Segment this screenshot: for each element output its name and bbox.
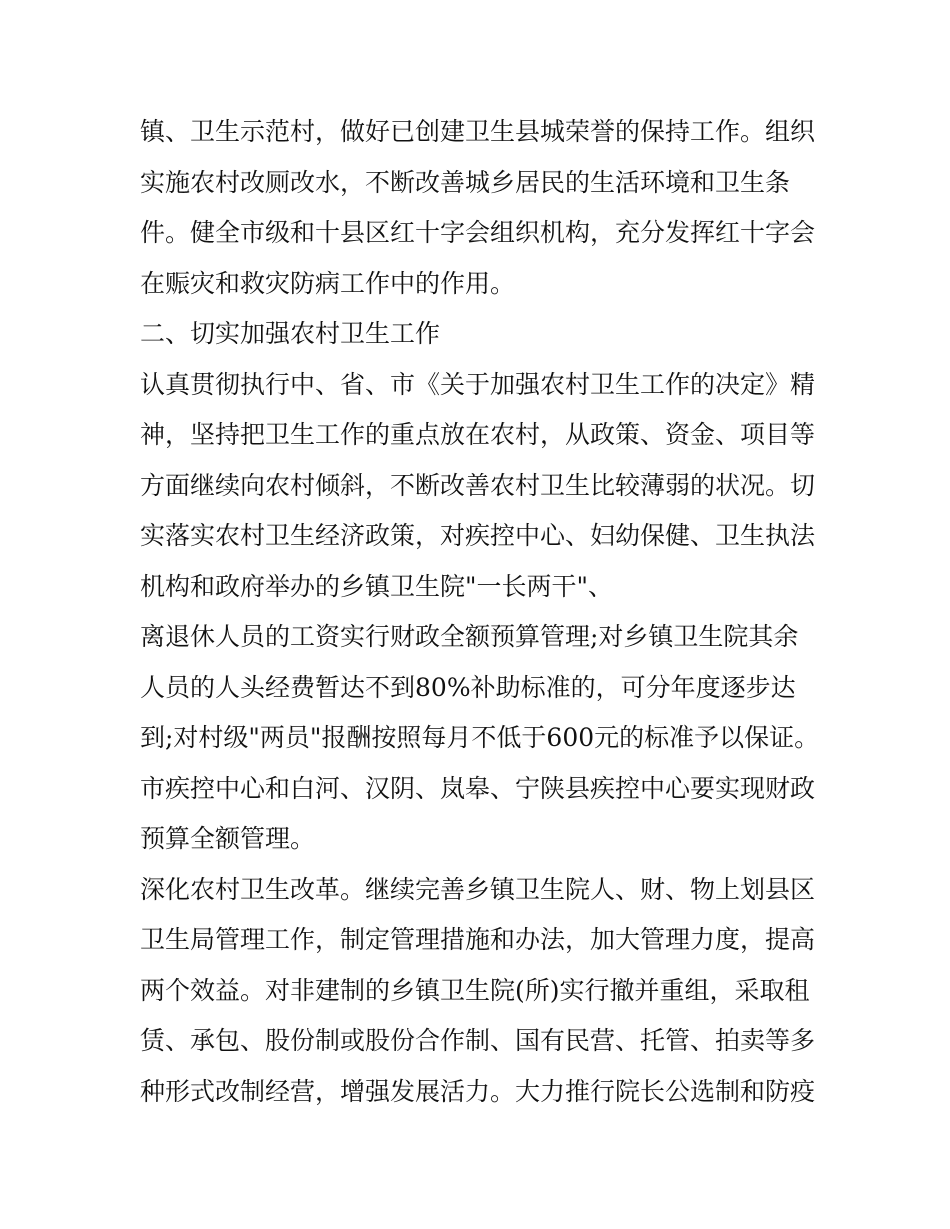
text-line: 人员的人头经费暂达不到80%补助标准的，可分年度逐步达 bbox=[140, 672, 796, 702]
text-line: 认真贯彻执行中、省、市《关于加强农村卫生工作的决定》精 bbox=[140, 369, 816, 399]
text-line: 实施农村改厕改水，不断改善城乡居民的生活环境和卫生条 bbox=[140, 167, 791, 197]
text-line: 方面继续向农村倾斜，不断改善农村卫生比较薄弱的状况。切 bbox=[140, 470, 816, 500]
text-line: 实落实农村卫生经济政策，对疾控中心、妇幼保健、卫生执法 bbox=[140, 521, 816, 550]
text-line: 预算全额管理。 bbox=[140, 824, 316, 853]
text-line: 镇、卫生示范村，做好已创建卫生县城荣誉的保持工作。组织 bbox=[140, 117, 816, 146]
text-line: 赁、承包、股份制或股份合作制、国有民营、托管、拍卖等多 bbox=[140, 1026, 816, 1055]
text-line: 种形式改制经营，增强发展活力。大力推行院长公选制和防疫 bbox=[140, 1076, 816, 1106]
text-line: 机构和政府举办的乡镇卫生院"一长两干"、 bbox=[140, 571, 613, 601]
text-line: 到;对村级"两员"报酬按照每月不低于600元的标准予以保证。 bbox=[140, 723, 820, 752]
text-line: 在赈灾和救灾防病工作中的作用。 bbox=[140, 268, 516, 298]
text-line: 离退休人员的工资实行财政全额预算管理;对乡镇卫生院其余 bbox=[140, 622, 799, 651]
paragraph-start-line: 深化农村卫生改革。继续完善乡镇卫生院人、财、物上划县区 bbox=[140, 874, 816, 904]
text-line: 神，坚持把卫生工作的重点放在农村，从政策、资金、项目等 bbox=[140, 420, 816, 449]
text-line: 卫生局管理工作，制定管理措施和办法，加大管理力度，提高 bbox=[140, 925, 816, 954]
text-line: 两个效益。对非建制的乡镇卫生院(所)实行撤并重组，采取租 bbox=[140, 975, 810, 1005]
document-body bbox=[140, 107, 830, 1117]
text-line: 市疾控中心和白河、汉阴、岚皋、宁陕县疾控中心要实现财政 bbox=[140, 773, 816, 803]
section-heading: 二、切实加强农村卫生工作 bbox=[140, 319, 441, 348]
text-line: 件。健全市级和十县区红十字会组织机构，充分发挥红十字会 bbox=[140, 218, 816, 247]
